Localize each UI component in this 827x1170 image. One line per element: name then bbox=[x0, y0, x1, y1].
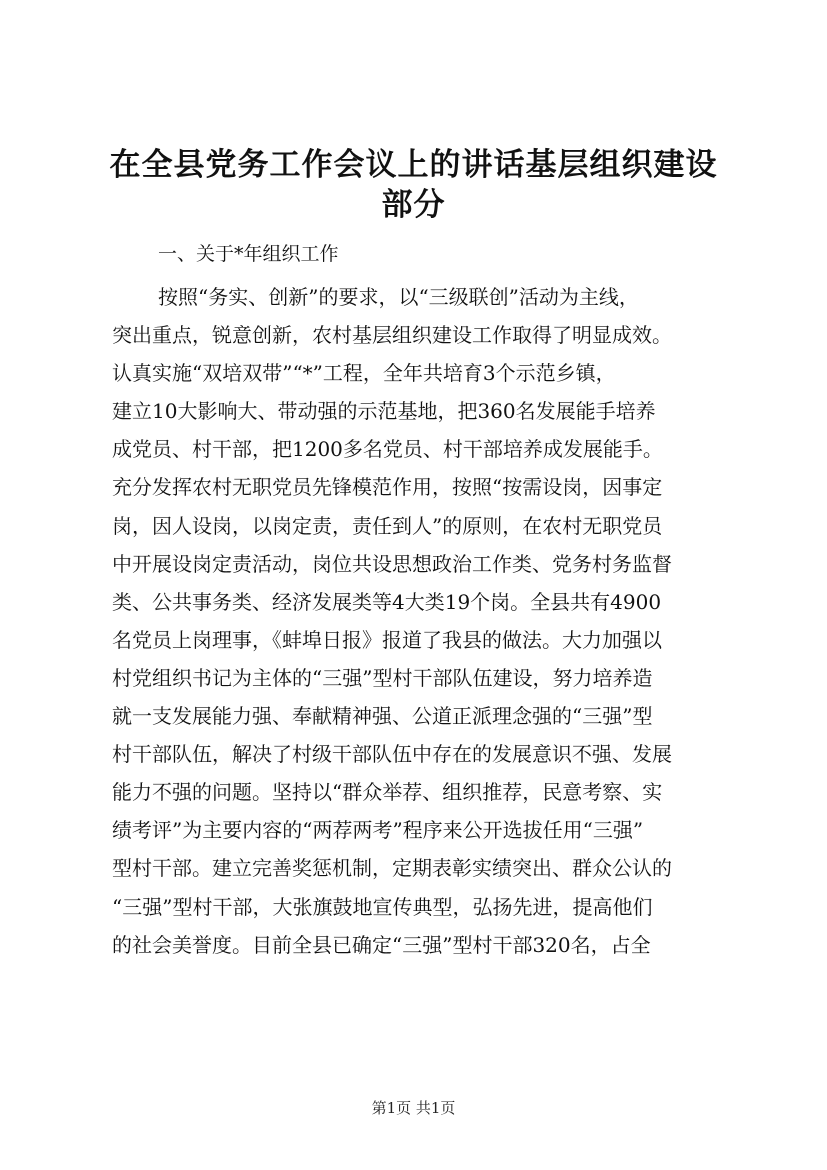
body-paragraph bbox=[112, 278, 742, 964]
text-line: 突出重点，锐意创新，农村基层组织建设工作取得了明显成效。 bbox=[112, 323, 672, 348]
text-line: 绩考评”为主要内容的“两荐两考”程序来公开选拔任用“三强” bbox=[112, 818, 644, 843]
section-heading: 一、关于*年组织工作 bbox=[158, 243, 339, 265]
text-line: 村干部队伍，解决了村级干部队伍中存在的发展意识不强、发展 bbox=[112, 742, 672, 767]
text-line: 名党员上岗理事，《蚌埠日报》报道了我县的做法。大力加强以 bbox=[112, 627, 662, 652]
text-line: 岗，因人设岗，以岗定责，责任到人”的原则，在农村无职党员 bbox=[112, 513, 663, 538]
text-line: 成党员、村干部，把1200多名党员、村干部培养成发展能手。 bbox=[112, 437, 663, 462]
text-line: 能力不强的问题。坚持以“群众举荐、组织推荐，民意考察、实 bbox=[112, 780, 663, 805]
text-line: 充分发挥农村无职党员先锋模范作用，按照“按需设岗，因事定 bbox=[112, 475, 663, 500]
page-number-footer: 第1页 共1页 bbox=[371, 1099, 456, 1117]
text-line: 类、公共事务类、经济发展类等4大类19个岗。全县共有4900 bbox=[112, 589, 662, 614]
text-line: 村党组织书记为主体的“三强”型村干部队伍建设，努力培养造 bbox=[112, 665, 653, 690]
text-line: 的社会美誉度。目前全县已确定“三强”型村干部320名，占全 bbox=[112, 932, 651, 957]
text-line: 按照“务实、创新”的要求，以“三级联创”活动为主线， bbox=[158, 285, 639, 309]
text-line: 中开展设岗定责活动，岗位共设思想政治工作类、党务村务监督 bbox=[112, 551, 672, 576]
text-line: 认真实施“双培双带”“*”工程，全年共培育3个示范乡镇， bbox=[112, 361, 616, 386]
text-line: 型村干部。建立完善奖惩机制，定期表彰实绩突出、群众公认的 bbox=[112, 856, 672, 881]
document-title: 在全县党务工作会议上的讲话基层组织建设部分 bbox=[109, 147, 718, 223]
text-line: 就一支发展能力强、奉献精神强、公道正派理念强的“三强”型 bbox=[112, 704, 653, 729]
text-line: 建立10大影响大、带动强的示范基地，把360名发展能手培养 bbox=[112, 399, 656, 424]
text-line: “三强”型村干部，大张旗鼓地宣传典型，弘扬先进，提高他们 bbox=[112, 894, 653, 919]
